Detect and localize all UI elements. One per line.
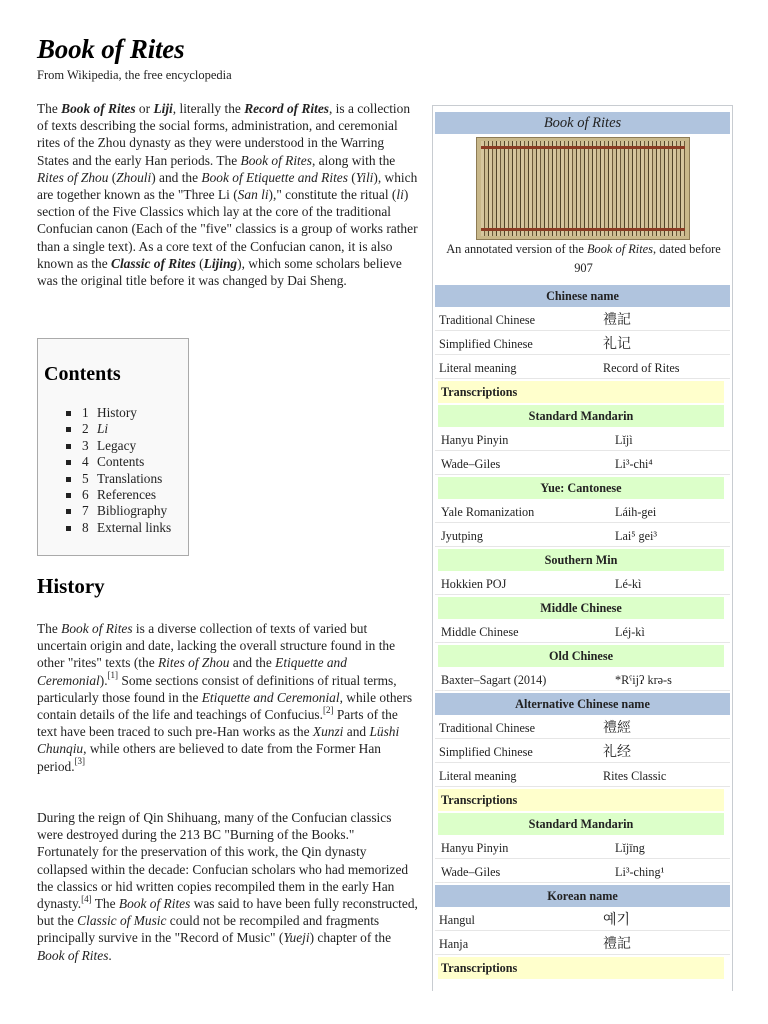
emphasis-text: Book of Rites	[118, 896, 191, 912]
infobox-label: Literal meaning	[439, 361, 517, 375]
toc-label: External links	[97, 519, 172, 535]
infobox-label: Wade–Giles	[441, 865, 501, 879]
infobox-data-row	[435, 909, 730, 931]
toc-label: Translations	[97, 470, 163, 486]
infobox-label: Traditional Chinese	[439, 721, 536, 735]
infobox-value: Léj-kì	[615, 625, 645, 639]
emphasis-text: Record of Rites	[244, 101, 329, 116]
manuscript-border-top	[481, 146, 685, 149]
infobox-data-row	[435, 717, 730, 739]
emphasis-text: Zhouli	[116, 169, 152, 185]
emphasis-text: Etiquette and Ceremonial	[201, 689, 340, 705]
infobox-data-row	[435, 861, 730, 883]
infobox-value: 礼记	[603, 336, 631, 352]
infobox-data-row	[435, 453, 730, 475]
toc-item-li[interactable]	[66, 421, 171, 437]
infobox-data-row	[435, 573, 730, 595]
infobox-data-row	[435, 837, 730, 859]
toc-label: Contents	[97, 454, 145, 470]
infobox-data-row	[435, 765, 730, 787]
infobox-section-header: Chinese name	[435, 285, 730, 307]
infobox-data-row	[435, 333, 730, 355]
emphasis-text: Classic of Music	[77, 913, 167, 929]
caption-text: An annotated version of the	[446, 242, 587, 256]
infobox-value: 禮記	[603, 936, 631, 952]
infobox-label: Hokkien POJ	[441, 577, 507, 591]
infobox-section-header: Korean name	[435, 885, 730, 907]
toc-item-history[interactable]	[66, 405, 171, 421]
emphasis-text: Yueji	[283, 930, 310, 946]
infobox-label: Jyutping	[441, 529, 483, 543]
infobox-value: 礼经	[603, 744, 631, 760]
emphasis-text: Book of Rites	[37, 947, 109, 963]
infobox-label: Yale Romanization	[441, 505, 535, 519]
infobox-subheader: Old Chinese	[438, 645, 724, 667]
infobox-subheader: Southern Min	[438, 549, 724, 571]
emphasis-text: Rites of Zhou	[158, 655, 230, 671]
infobox-label: Simplified Chinese	[439, 745, 533, 759]
emphasis-text: Liji	[153, 101, 173, 116]
infobox	[432, 105, 733, 991]
infobox-label: Hangul	[439, 913, 475, 927]
infobox-data-row	[435, 741, 730, 763]
table-of-contents	[37, 338, 189, 556]
history-text-1: The Book of Rites is a diverse collection of texts of varied but uncertain origin and date, lacking the overall structure found in the other "rites" texts (the Rites of Zhou and the Etiquette and Ceremonial).[1] Some sections consist of definitions of ritual terms, particularly those found in the Etiquette and Ceremonial, while others contain details of the life and teachings of Confucius.[2] Parts of the text have been traced to such pre-Han works as the Xunzi and Lüshi Chunqiu, while others are believed to date from the Former Han period.[3]	[37, 621, 413, 774]
emphasis-text: Xunzi	[312, 724, 344, 740]
infobox-subheader: Middle Chinese	[438, 597, 724, 619]
page-title: Book of Rites	[37, 34, 185, 64]
infobox-label: Literal meaning	[439, 769, 517, 783]
emphasis-text: San li	[237, 187, 269, 203]
intro-text: The Book of Rites or Liji, literally the Record of Rites, is a collection of texts describing the social forms, administration, and ceremonial rites of the Zhou dynasty as they were understood in the Warring States and the early Han periods. The Book of Rites, along with the Rites of Zhou (Zhouli) and the Book of Etiquette and Rites (Yili), which are together known as the "Three Li (San li)," constitute the ritual (li) section of the Five Classics which lay at the core of the traditional Confucian canon (Each of the "five" classics is a group of works rather than a single text). As a core text of the Confucian canon, it is also known as the Classic of Rites (Lijing), which some scholars believe was the original title before it was changed by Dai Sheng.	[37, 101, 418, 289]
infobox-value: 禮記	[603, 312, 631, 328]
infobox-label: Baxter–Sagart (2014)	[441, 673, 547, 687]
toc-number: 4	[82, 454, 89, 470]
toc-number: 6	[82, 487, 89, 503]
emphasis-text: Rites of Zhou	[37, 169, 109, 185]
toc-item-contents[interactable]	[66, 454, 171, 470]
infobox-subheader: Standard Mandarin	[438, 405, 724, 427]
history-text-2: During the reign of Qin Shihuang, many of the Confucian classics were destroyed during the 213 BC "Burning of the Books." Fortunately for the preservation of this work, the Qin dynasty collapsed within the decade: Confucian scholars who had memorized the classics or hid written copies recompiled them in the early Han dynasty.[4] The Book of Rites was said to have been fully reconstructed, but the Classic of Music could not be recompiled and fragments principally survive in the "Record of Music" (Yueji) chapter of the Book of Rites.	[37, 810, 418, 963]
toc-number: 2	[82, 421, 89, 437]
toc-item-bibliography[interactable]	[66, 503, 171, 519]
emphasis-text: Book of Rites	[240, 152, 312, 168]
infobox-value: Lé-kì	[615, 577, 642, 591]
toc-item-external-links[interactable]	[66, 520, 171, 536]
toc-number: 8	[82, 519, 89, 535]
toc-number: 7	[82, 503, 89, 519]
infobox-value: Lai⁵ gei³	[615, 529, 658, 543]
infobox-data-row	[435, 933, 730, 955]
infobox-transcriptions-label: Transcriptions	[438, 789, 724, 811]
infobox-title: Book of Rites	[435, 112, 730, 134]
emphasis-text: li	[396, 187, 404, 203]
emphasis-text: Lüshi Chunqiu	[37, 724, 400, 757]
infobox-data-row	[435, 501, 730, 523]
caption-text-end: , dated before 907	[574, 242, 721, 275]
infobox-transcriptions-label: Transcriptions	[438, 381, 724, 403]
infobox-label: Middle Chinese	[441, 625, 519, 639]
toc-item-translations[interactable]	[66, 471, 171, 487]
manuscript-border-bottom	[481, 228, 685, 231]
infobox-section-header: Alternative Chinese name	[435, 693, 730, 715]
infobox-subheader: Yue: Cantonese	[438, 477, 724, 499]
infobox-transcriptions-label: Transcriptions	[438, 957, 724, 979]
toc-label: Li	[97, 421, 109, 437]
toc-item-legacy[interactable]	[66, 438, 171, 454]
toc-number: 1	[82, 405, 89, 420]
toc-number: 3	[82, 437, 89, 453]
history-paragraph-1	[37, 620, 419, 775]
infobox-data-row	[435, 357, 730, 379]
tagline: From Wikipedia, the free encyclopedia	[37, 68, 232, 82]
toc-label: Legacy	[97, 437, 137, 453]
toc-title: Contents	[44, 363, 121, 385]
infobox-subheader: Standard Mandarin	[438, 813, 724, 835]
toc-label: References	[97, 487, 157, 503]
citation-link[interactable]: [4]	[81, 893, 92, 904]
infobox-value: Li³-chi⁴	[615, 457, 653, 471]
toc-number: 5	[82, 470, 89, 486]
infobox-data-row	[435, 669, 730, 691]
history-paragraph-2	[37, 809, 419, 964]
infobox-label: Hanja	[439, 937, 469, 951]
emphasis-text: Book of Etiquette and Rites	[201, 169, 348, 185]
toc-list	[66, 405, 171, 536]
infobox-value: Rites Classic	[603, 769, 667, 783]
citation-link[interactable]: [1]	[107, 670, 119, 681]
infobox-value: Láih-gei	[615, 505, 657, 519]
infobox-data-row	[435, 525, 730, 547]
toc-label: History	[97, 405, 137, 420]
infobox-label: Wade–Giles	[441, 457, 501, 471]
infobox-label: Hanyu Pinyin	[441, 433, 509, 447]
toc-item-references[interactable]	[66, 487, 171, 503]
infobox-value: 禮經	[603, 720, 631, 736]
history-heading: History	[37, 574, 105, 598]
image-caption	[441, 240, 726, 278]
emphasis-text: Yili	[355, 169, 374, 185]
manuscript-image[interactable]	[476, 137, 690, 240]
emphasis-text: Classic of Rites	[111, 255, 196, 271]
infobox-data-row	[435, 309, 730, 331]
caption-title: Book of Rites	[586, 242, 654, 256]
emphasis-text: Etiquette and Ceremonial	[37, 655, 347, 688]
infobox-label: Hanyu Pinyin	[441, 841, 509, 855]
infobox-label: Traditional Chinese	[439, 313, 536, 327]
infobox-value: 예기	[603, 912, 631, 928]
infobox-data-row	[435, 621, 730, 643]
infobox-data-row	[435, 429, 730, 451]
citation-link[interactable]: [3]	[74, 756, 86, 767]
intro-paragraph	[37, 100, 419, 289]
infobox-label: Simplified Chinese	[439, 337, 533, 351]
infobox-value: Lǐjì	[615, 433, 633, 447]
manuscript-paper	[481, 141, 685, 236]
infobox-value: Lǐjīng	[615, 841, 645, 855]
infobox-value: Li³-ching¹	[615, 865, 665, 879]
emphasis-text: Lijing	[203, 255, 238, 271]
toc-label: Bibliography	[97, 503, 168, 519]
emphasis-text: Book of Rites	[61, 621, 133, 636]
citation-link[interactable]: [2]	[322, 704, 334, 715]
emphasis-text: Book of Rites	[61, 101, 136, 116]
infobox-value: Record of Rites	[603, 361, 680, 375]
infobox-value: *Rˤijʔ krə-s	[615, 673, 672, 687]
